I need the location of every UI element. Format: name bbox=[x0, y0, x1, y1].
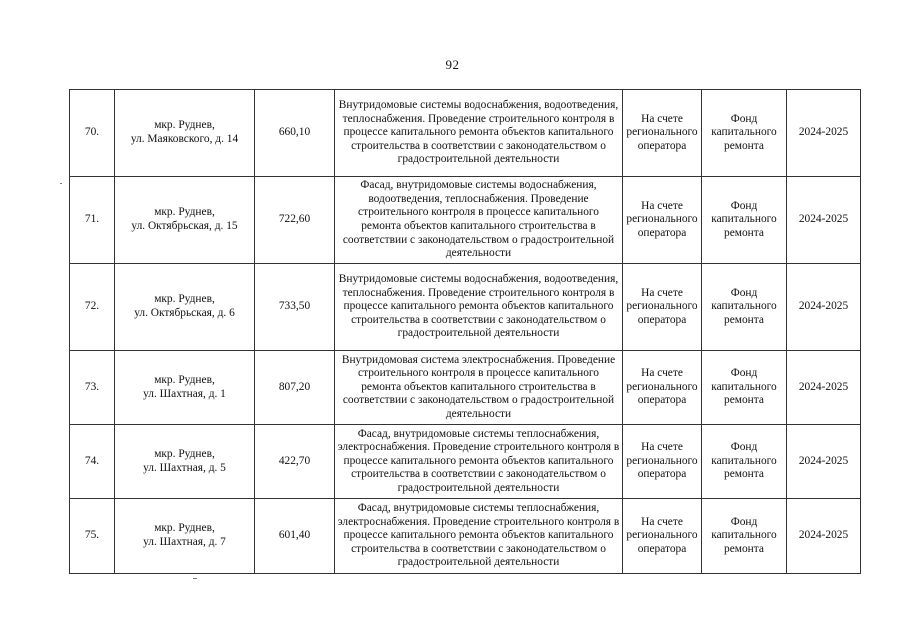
account-owner-cell: На счете регионального оператора bbox=[623, 351, 702, 425]
fund-cell: Фонд капитального ремонта bbox=[702, 264, 787, 351]
row-number: 70. bbox=[70, 90, 115, 177]
address-cell bbox=[115, 425, 255, 499]
address-line-street: ул. Октябрьская, д. 15 bbox=[131, 220, 238, 232]
table-row bbox=[70, 425, 861, 499]
account-owner-cell: На счете регионального оператора bbox=[623, 499, 702, 574]
address-line-street: ул. Шахтная, д. 7 bbox=[143, 536, 226, 548]
period-cell: 2024-2025 bbox=[787, 425, 861, 499]
address-line-district: мкр. Руднев, bbox=[154, 522, 215, 535]
fund-cell: Фонд капитального ремонта bbox=[702, 90, 787, 177]
address-cell bbox=[115, 351, 255, 425]
period-cell: 2024-2025 bbox=[787, 264, 861, 351]
address-line-district: мкр. Руднев, bbox=[154, 206, 215, 219]
works-cell bbox=[335, 425, 623, 499]
address-cell bbox=[115, 499, 255, 574]
fund-cell: Фонд капитального ремонта bbox=[702, 499, 787, 574]
address-line-district: мкр. Руднев, bbox=[154, 447, 215, 460]
works-text: Фасад, внутридомовые системы теплоснабжения, электроснабжения. Проведение строительного контроля в процессе капитального ремонта объектов капитального строительства в соответствии с законодательством о градостроительной деятельности bbox=[337, 427, 620, 494]
area-cell: 422,70 bbox=[255, 425, 335, 499]
area-cell: 722,60 bbox=[255, 177, 335, 264]
period-cell: 2024-2025 bbox=[787, 351, 861, 425]
fund-cell: Фонд капитального ремонта bbox=[702, 425, 787, 499]
works-text: Внутридомовая система электроснабжения. Проведение строительного контроля в процессе капитального ремонта объектов капитального строительства в соответствии с законодательством о градостроительной деятельности bbox=[341, 353, 616, 420]
works-text: Фасад, внутридомовые системы водоснабжения, водоотведения, теплоснабжения. Проведение строительного контроля в процессе капитального ремонта объектов капитального строительства в соответствии с законодательством о градостроительной деятельности bbox=[342, 179, 615, 260]
period-cell: 2024-2025 bbox=[787, 177, 861, 264]
table-row bbox=[70, 351, 861, 425]
works-cell bbox=[335, 90, 623, 177]
fund-cell: Фонд капитального ремонта bbox=[702, 351, 787, 425]
period-cell: 2024-2025 bbox=[787, 90, 861, 177]
scan-speck bbox=[193, 578, 197, 579]
area-cell: 807,20 bbox=[255, 351, 335, 425]
account-owner-cell: На счете регионального оператора bbox=[623, 264, 702, 351]
address-cell bbox=[115, 177, 255, 264]
fund-cell: Фонд капитального ремонта bbox=[702, 177, 787, 264]
row-number: 72. bbox=[70, 264, 115, 351]
area-cell: 601,40 bbox=[255, 499, 335, 574]
address-line-district: мкр. Руднев, bbox=[154, 373, 215, 386]
area-cell: 733,50 bbox=[255, 264, 335, 351]
page-number: 92 bbox=[445, 57, 460, 72]
works-text: Фасад, внутридомовые системы теплоснабжения, электроснабжения. Проведение строительного контроля в процессе капитального ремонта объектов капитального строительства в соответствии с законодательством о градостроительной деятельности bbox=[337, 502, 620, 569]
address-cell bbox=[115, 90, 255, 177]
account-owner-cell: На счете регионального оператора bbox=[623, 425, 702, 499]
address-line-street: ул. Маяковского, д. 14 bbox=[130, 133, 239, 145]
table-row bbox=[70, 264, 861, 351]
address-cell bbox=[115, 264, 255, 351]
works-cell bbox=[335, 177, 623, 264]
row-number: 71. bbox=[70, 177, 115, 264]
address-line-street: ул. Шахтная, д. 5 bbox=[143, 461, 226, 474]
row-number: 73. bbox=[70, 351, 115, 425]
repair-schedule-table bbox=[69, 89, 861, 574]
address-line-street: ул. Октябрьская, д. 6 bbox=[134, 307, 235, 319]
works-text: Внутридомовые системы водоснабжения, водоотведения, теплоснабжения. Проведение строительного контроля в процессе капитального ремонта объектов капитального строительства в соответствии с законодательством о градостроительной деятельности bbox=[338, 99, 619, 166]
period-cell: 2024-2025 bbox=[787, 499, 861, 574]
address-line-district: мкр. Руднев, bbox=[154, 119, 215, 132]
address-line-district: мкр. Руднев, bbox=[154, 293, 215, 306]
scan-speck bbox=[60, 183, 62, 184]
area-cell: 660,10 bbox=[255, 90, 335, 177]
works-cell bbox=[335, 499, 623, 574]
table-row bbox=[70, 499, 861, 574]
row-number: 75. bbox=[70, 499, 115, 574]
works-cell bbox=[335, 351, 623, 425]
works-text: Внутридомовые системы водоснабжения, водоотведения, теплоснабжения. Проведение строительного контроля в процессе капитального ремонта объектов капитального строительства в соответствии с законодательством о градостроительной деятельности bbox=[338, 273, 619, 340]
table-row bbox=[70, 177, 861, 264]
works-cell bbox=[335, 264, 623, 351]
account-owner-cell: На счете регионального оператора bbox=[623, 90, 702, 177]
account-owner-cell: На счете регионального оператора bbox=[623, 177, 702, 264]
address-line-street: ул. Шахтная, д. 1 bbox=[143, 387, 226, 400]
row-number: 74. bbox=[70, 425, 115, 499]
table-row bbox=[70, 90, 861, 177]
